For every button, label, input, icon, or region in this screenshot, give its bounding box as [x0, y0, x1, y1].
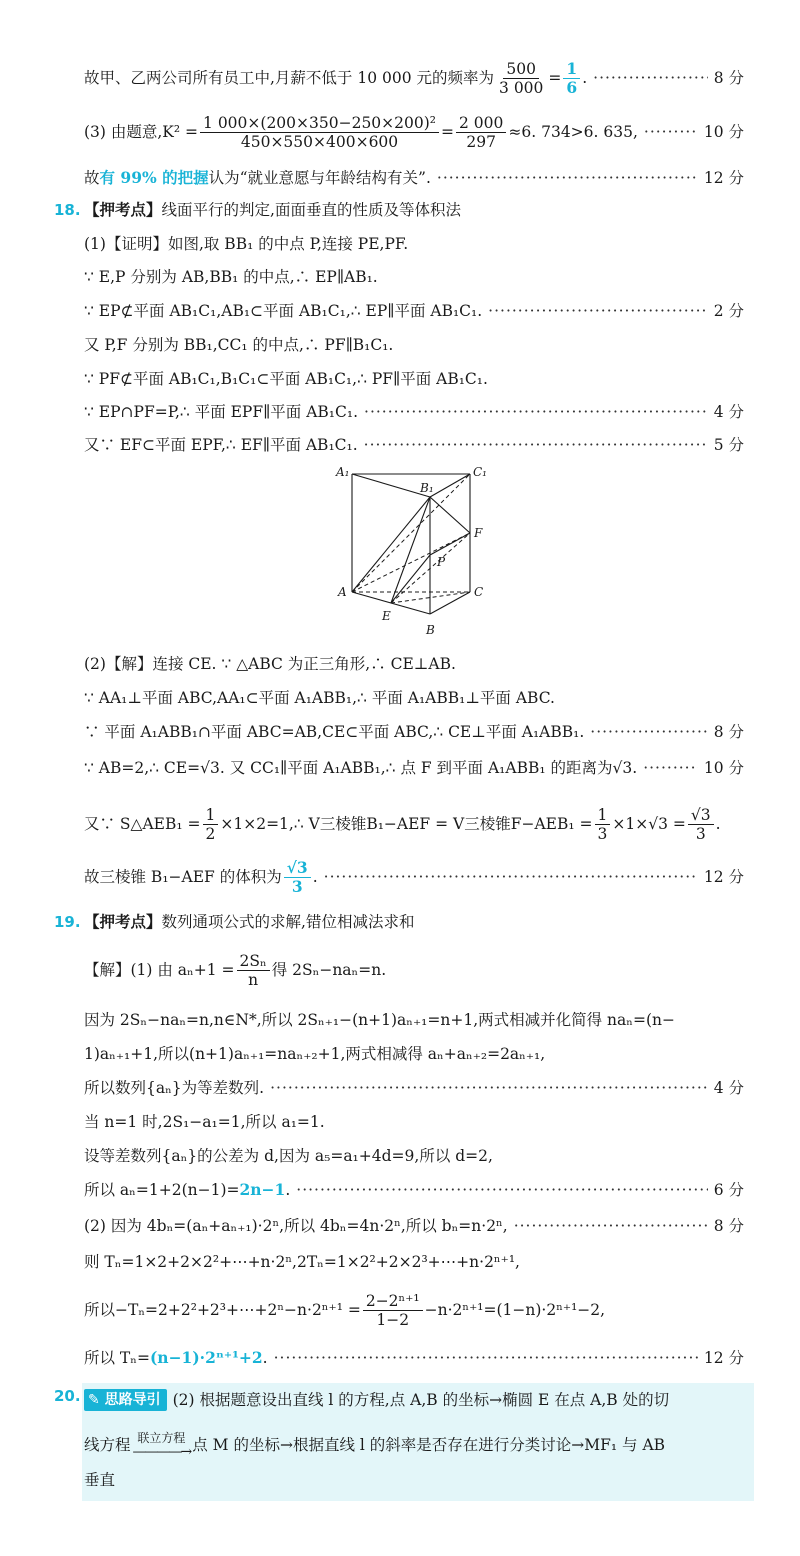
text-line: (1)【证明】如图,取 BB₁ 的中点 P,连接 PE,PF. — [84, 235, 409, 253]
volume-answer-line: 故三棱锥 B₁−AEF 的体积为 $\frac{√3}{3}$ . ····· 12 分 — [84, 855, 744, 899]
label-c: C — [474, 585, 484, 599]
label-b1: B₁ — [420, 481, 434, 495]
highlight: (n−1)·2ⁿ⁺¹+2 — [149, 1348, 263, 1367]
answer-fraction: $\frac{√3}{3}$ — [284, 859, 311, 896]
score: 4 分 — [713, 403, 744, 421]
hint-line: ✎ 思路导引 (2) 根据题意设出直线 l 的方程,点 A,B 的坐标→椭圆 E 在点 A,B 处的切 — [84, 1389, 744, 1411]
score: 6 分 — [713, 1181, 744, 1199]
score: 8 分 — [713, 69, 744, 87]
freq-line: 故甲、乙两公司所有员工中,月薪不低于 10 000 元的频率为 $\frac{500}{3 000}$ = $\frac{1}{6}$ . ····· 8 分 — [84, 58, 744, 98]
arrow-with-label: 联立方程 ————→ — [132, 1431, 191, 1460]
freq-text: 故甲、乙两公司所有员工中,月薪不低于 10 000 元的频率为 — [84, 69, 495, 87]
label-a: A — [338, 585, 347, 599]
label-a1: A₁ — [336, 465, 350, 479]
hint-tag: ✎ 思路导引 — [84, 1389, 167, 1411]
text-line: 又∵ EF⊂平面 EPF,∴ EF∥平面 AB₁C₁. ····· 5 分 — [84, 435, 744, 455]
text-line: 设等差数列{aₙ}的公差为 d,因为 a₅=a₁+4d=9,所以 d=2, — [84, 1147, 493, 1165]
score: 2 分 — [713, 302, 744, 320]
text-line: 又 P,F 分别为 BB₁,CC₁ 的中点,∴ PF∥B₁C₁. — [84, 336, 394, 354]
text-line: 所以 Tₙ= (n−1)·2ⁿ⁺¹+2 . ····· 12 分 — [84, 1348, 744, 1368]
freq-fraction: $\frac{500}{3 000}$ — [499, 59, 544, 97]
text-line: ∵ E,P 分别为 AB,BB₁ 的中点,∴ EP∥AB₁. — [84, 268, 378, 286]
pencil-icon: ✎ — [88, 1392, 100, 1408]
score: 8 分 — [713, 1217, 744, 1235]
text-line: (2) 因为 4bₙ=(aₙ+aₙ₊₁)·2ⁿ,所以 4bₙ=4n·2ⁿ,所以 bₙ=n·2ⁿ, ····· 8 分 — [84, 1216, 744, 1236]
text-line: ∵ 平面 A₁ABB₁∩平面 ABC=AB,CE⊂平面 ABC,∴ CE⊥平面 A₁ABB₁. ····· 8 分 — [84, 722, 744, 742]
label-p: P — [437, 555, 446, 569]
score: 12 分 — [703, 1349, 744, 1367]
text-line: ∵ EP∩PF=P,∴ 平面 EPF∥平面 AB₁C₁. ····· 4 分 — [84, 402, 744, 422]
leader-dots — [593, 68, 708, 88]
hint-line: 线方程 联立方程 ————→ 点 M 的坐标→根据直线 l 的斜率是否存在进行分类讨论→MF₁ 与 AB — [84, 1431, 666, 1460]
text-line: 因为 2Sₙ−naₙ=n,n∈N*,所以 2Sₙ₊₁−(n+1)aₙ₊₁=n+1,两式相减并化简得 naₙ=(n− — [84, 1011, 675, 1029]
label-c1: C₁ — [473, 465, 487, 479]
k2-fraction: $\frac{\text{1 000×(200×350−250×200)²}}{450\times 550\times 400\times 600}$ — [200, 114, 439, 151]
text-line: ∵ PF⊄平面 AB₁C₁,B₁C₁⊂平面 AB₁C₁,∴ PF∥平面 AB₁C₁. — [84, 370, 488, 388]
conclusion-line: 故 有 99% 的把握 认为“就业意愿与年龄结构有关”. ····· 12 分 — [84, 168, 744, 188]
score: 4 分 — [713, 1079, 744, 1097]
label-b: B — [426, 623, 435, 637]
leader-dots — [644, 122, 698, 142]
score: 5 分 — [713, 436, 744, 454]
text-line: 当 n=1 时,2S₁−a₁=1,所以 a₁=1. — [84, 1113, 325, 1131]
score: 10 分 — [703, 123, 744, 141]
solution-start: 【解】(1) 由 aₙ+1 = $\frac{\text{2Sₙ}}{n}$ 得 2Sₙ−naₙ=n. — [84, 951, 387, 989]
label-f: F — [474, 526, 483, 540]
text-line: 所以 aₙ=1+2(n−1)= 2n−1 . ····· 6 分 — [84, 1180, 744, 1200]
problem-number: 18. — [54, 201, 81, 219]
prism-figure — [330, 462, 490, 642]
text-line: 1)aₙ₊₁+1,所以(n+1)aₙ₊₁=naₙ₊₂+1,两式相减得 aₙ+aₙ₊₂=2aₙ₊₁, — [84, 1045, 546, 1063]
freq-answer-fraction: $\frac{1}{6}$ — [563, 60, 580, 97]
k2-fraction-2: $\frac{2 000}{297}$ — [456, 114, 506, 151]
highlight: 有 99% 的把握 — [99, 168, 209, 187]
score: 8 分 — [713, 723, 744, 741]
problem-title: 【押考点】 数列通项公式的求解,错位相减法求和 — [84, 913, 415, 931]
text-line: ∵ AB=2,∴ CE=√3. 又 CC₁∥平面 A₁ABB₁,∴ 点 F 到平面 A₁ABB₁ 的距离为√3. ····· 10 分 — [84, 758, 744, 778]
score: 12 分 — [703, 169, 744, 187]
score: 12 分 — [703, 868, 744, 886]
text-line: 所以数列{aₙ}为等差数列. ····· 4 分 — [84, 1078, 744, 1098]
volume-line: 又∵ S△AEB₁ = $\frac{1}{2}$ ×1×2=1,∴ V三棱锥B₁−AEF = V三棱锥F−AEB₁ = $\frac{1}{3}$ ×1×√3 = $\frac{√3}{3}$ . — [84, 805, 721, 843]
label-e: E — [382, 609, 391, 623]
text-line: (2)【解】连接 CE. ∵ △ABC 为正三角形,∴ CE⊥AB. — [84, 655, 456, 673]
score: 10 分 — [703, 759, 744, 777]
leader-dots — [324, 867, 698, 887]
long-arrow-icon: ————→ — [132, 1444, 191, 1460]
k2-line: (3) 由题意,K² = $\frac{\text{1 000×(200×350−250×200)²}}{450\times 550\times 400\times 600}$ = $\frac{2 000}{297}$ ≈6. 734>6. 635, ····· 10 分 — [84, 112, 744, 152]
problem-number: 20. — [54, 1387, 81, 1405]
text-line: ∵ EP⊄平面 AB₁C₁,AB₁⊂平面 AB₁C₁,∴ EP∥平面 AB₁C₁. ····· 2 分 — [84, 301, 744, 321]
text-line: 所以−Tₙ=2+2²+2³+⋯+2ⁿ−n·2ⁿ⁺¹ = $\frac{\text{2−2ⁿ⁺¹}}{1-2}$ −n·2ⁿ⁺¹=(1−n)·2ⁿ⁺¹−2, — [84, 1291, 606, 1329]
text-line: ∵ AA₁⊥平面 ABC,AA₁⊂平面 A₁ABB₁,∴ 平面 A₁ABB₁⊥平面 ABC. — [84, 689, 555, 707]
problem-number: 19. — [54, 913, 81, 931]
text-line: 则 Tₙ=1×2+2×2²+⋯+n·2ⁿ,2Tₙ=1×2²+2×2³+⋯+n·2ⁿ⁺¹, — [84, 1253, 520, 1271]
problem-title: 【押考点】 线面平行的判定,面面垂直的性质及等体积法 — [84, 201, 461, 219]
highlight: 2n−1 — [239, 1180, 286, 1199]
hint-line: 垂直 — [84, 1471, 116, 1489]
leader-dots — [437, 168, 698, 188]
